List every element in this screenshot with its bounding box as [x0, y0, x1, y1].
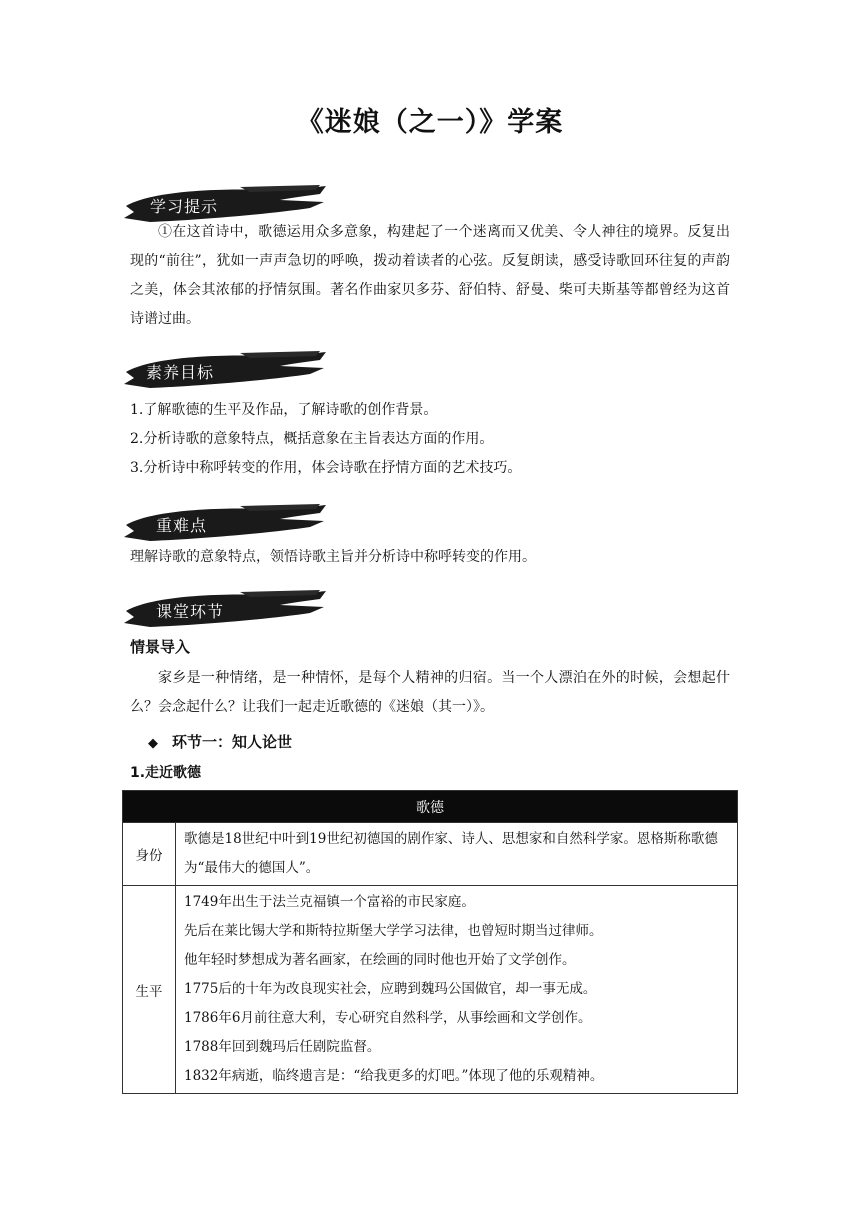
row-head-identity: 身份: [123, 823, 176, 886]
goethe-table: [122, 790, 738, 1094]
cell-line: 1786年6月前往意大利，专心研究自然科学，从事绘画和文学创作。: [184, 1010, 592, 1026]
step1-heading: [148, 731, 292, 752]
row-cell-identity: [176, 823, 738, 886]
cell-line: 先后在莱比锡大学和斯特拉斯堡大学学习法律，也曾短时期当过律师。: [184, 923, 603, 939]
section-label-key: 重难点: [156, 516, 208, 535]
table-row: [123, 823, 738, 886]
section-label-tips: 学习提示: [150, 197, 219, 216]
brush-stroke-icon: [120, 589, 330, 631]
step1-label: 环节一：知人论世: [172, 733, 293, 751]
section-label-goals: 素养目标: [146, 363, 215, 382]
table-row: [123, 886, 738, 1094]
cell-line: 他年轻时梦想成为著名画家，在绘画的同时他也开始了文学创作。: [184, 952, 576, 968]
row-head-life: 生平: [123, 886, 176, 1094]
brush-stroke-icon: [120, 503, 330, 545]
section-label-class: 课堂环节: [156, 602, 225, 621]
page-title: 《迷娘（之一）》学案: [296, 107, 564, 138]
section-banner-key: [120, 503, 330, 545]
section-banner-goals: [120, 350, 330, 392]
intro-heading: 情景导入: [130, 638, 191, 656]
diamond-icon: ◆: [148, 736, 158, 751]
sub-heading: 1.走近歌德: [130, 765, 202, 781]
cell-line: 1832年病逝，临终遗言是：“给我更多的灯吧。”体现了他的乐观精神。: [184, 1068, 604, 1084]
goal-item: 2.分析诗歌的意象特点，概括意象在主旨表达方面的作用。: [130, 431, 494, 447]
goal-item: 1.了解歌德的生平及作品，了解诗歌的创作背景。: [130, 402, 438, 418]
cell-line: 歌德是18世纪中叶到19世纪初德国的剧作家、诗人、思想家和自然科学家。恩格斯称歌德为“最伟大的德国人”。: [184, 831, 718, 876]
row-cell-life: [176, 886, 738, 1094]
cell-line: 1775后的十年为改良现实社会，应聘到魏玛公国做官，却一事无成。: [184, 981, 597, 997]
cell-line: 1749年出生于法兰克福镇一个富裕的市民家庭。: [184, 894, 475, 910]
table-header: 歌德: [123, 791, 738, 823]
intro-text: 家乡是一种情绪，是一种情怀，是每个人精神的归宿。当一个人漂泊在外的时候，会想起什么？会念起什么？让我们一起走近歌德的《迷娘（其一）》。: [130, 670, 730, 715]
cell-line: 1788年回到魏玛后任剧院监督。: [184, 1039, 381, 1055]
tips-text: ①在这首诗中，歌德运用众多意象，构建起了一个迷离而又优美、令人神往的境界。反复出现的“前往”，犹如一声声急切的呼唤，拨动着读者的心弦。反复朗读，感受诗歌回环往复的声韵之美，体会其浓郁的抒情氛围。著名作曲家贝多芬、舒伯特、舒曼、柴可夫斯基等都曾经为这首诗谱过曲。: [130, 224, 730, 327]
section-banner-class: [120, 589, 330, 631]
goal-item: 3.分析诗中称呼转变的作用，体会诗歌在抒情方面的艺术技巧。: [130, 460, 522, 476]
key-text: 理解诗歌的意象特点，领悟诗歌主旨并分析诗中称呼转变的作用。: [130, 549, 536, 565]
